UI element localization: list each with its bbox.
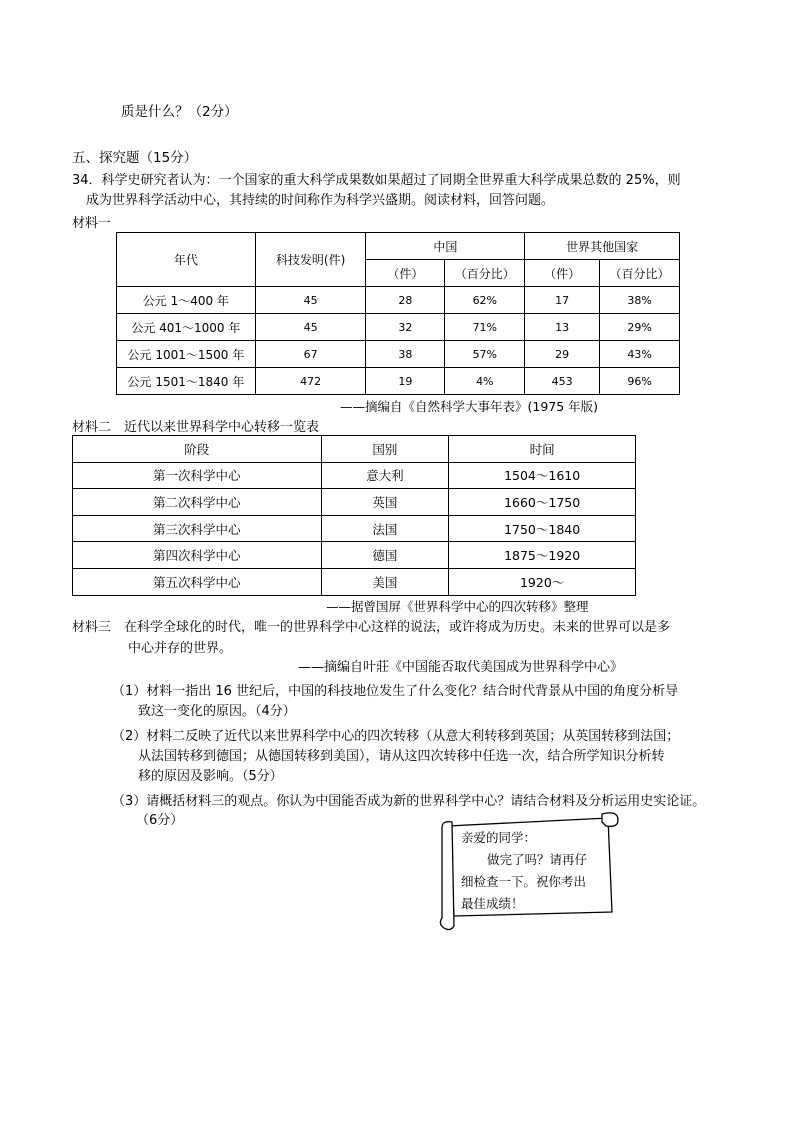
china-count-cell: 28 [366, 287, 445, 314]
china-percent-cell: 71% [445, 314, 525, 341]
others-count-cell: 29 [525, 341, 600, 368]
material-3-line-2: 中心并存的世界。 [128, 641, 233, 656]
section-heading: 五、探究题（15分） [72, 150, 198, 166]
question-1-line-1: （1）材料一指出 16 世纪后，中国的科技地位发生了什么变化？结合时代背景从中国的角度分析导 [112, 684, 679, 699]
china-percent-cell: 4% [445, 368, 525, 395]
question-34-line-2: 成为世界科学活动中心，其持续的时间称作为科学兴盛期。阅读材料，回答问题。 [86, 193, 555, 208]
table-row [117, 314, 680, 341]
china-count-cell: 32 [366, 314, 445, 341]
total-cell: 67 [255, 341, 366, 368]
table-row [117, 287, 680, 314]
stage-cell: 第一次科学中心 [73, 462, 322, 489]
era-cell: 公元 1001～1500 年 [117, 341, 256, 368]
total-cell: 472 [255, 368, 366, 395]
header-inventions: 科技发明(件) [255, 233, 366, 287]
question-34-line-1: 34．科学史研究者认为：一个国家的重大科学成果数如果超过了同期全世界重大科学成果总数的 25%，则 [72, 173, 681, 188]
country-cell: 法国 [321, 515, 449, 542]
header-stage: 阶段 [73, 436, 322, 463]
table-row [117, 368, 680, 395]
others-percent-cell: 38% [600, 287, 680, 314]
era-cell: 公元 1～400 年 [117, 287, 256, 314]
header-time: 时间 [449, 436, 636, 463]
header-others: 世界其他国家 [525, 233, 680, 260]
scroll-note-line-4: 最佳成绩！ [461, 896, 524, 911]
stage-cell: 第三次科学中心 [73, 515, 322, 542]
header-others-percent: （百分比） [600, 260, 680, 287]
china-percent-cell: 57% [445, 341, 525, 368]
material-3-source: ——摘编自叶莊《中国能否取代美国成为世界科学中心》 [298, 660, 624, 675]
header-china-percent: （百分比） [445, 260, 525, 287]
material-2-source: ——据曾国屏《世界科学中心的四次转移》整理 [326, 599, 589, 614]
scroll-note-line-3: 细检查一下。祝你考出 [461, 874, 587, 889]
material-1-table [116, 232, 680, 395]
table-row [73, 462, 636, 489]
material-1-source: ——摘编自《自然科学大事年表》(1975 年版) [340, 399, 599, 414]
china-percent-cell: 62% [445, 287, 525, 314]
country-cell: 德国 [321, 542, 449, 569]
country-cell: 意大利 [321, 462, 449, 489]
previous-question-tail: 质是什么？（2分） [121, 104, 238, 120]
header-country: 国别 [321, 436, 449, 463]
time-cell: 1875～1920 [449, 542, 636, 569]
china-count-cell: 38 [366, 341, 445, 368]
material-3-line-1: 材料三 在科学全球化的时代，唯一的世界科学中心这样的说法，或许将成为历史。未来的世界可以是多 [72, 620, 671, 635]
question-2-line-3: 移的原因及影响。（5分） [138, 769, 283, 784]
others-count-cell: 453 [525, 368, 600, 395]
country-cell: 英国 [321, 489, 449, 516]
material-2-label: 材料二 近代以来世界科学中心转移一览表 [72, 420, 320, 435]
country-cell: 美国 [321, 568, 449, 595]
question-2-line-1: （2）材料二反映了近代以来世界科学中心的四次转移（从意大利转移到英国；从英国转移到法国； [112, 729, 680, 744]
header-others-count: （件） [525, 260, 600, 287]
others-percent-cell: 43% [600, 341, 680, 368]
time-cell: 1504～1610 [449, 462, 636, 489]
others-count-cell: 13 [525, 314, 600, 341]
time-cell: 1920～ [449, 568, 636, 595]
scroll-note-line-2: 做完了吗？请再仔 [487, 852, 588, 867]
scroll-note-line-1: 亲爱的同学： [461, 830, 537, 845]
era-cell: 公元 1501～1840 年 [117, 368, 256, 395]
question-1-line-2: 致这一变化的原因。（4分） [138, 704, 296, 719]
question-3-line-2: （6分） [136, 813, 184, 828]
stage-cell: 第五次科学中心 [73, 568, 322, 595]
question-2-line-2: 从法国转移到德国；从德国转移到美国），请从这四次转移中任选一次，结合所学知识分析转 [138, 749, 665, 764]
stage-cell: 第二次科学中心 [73, 489, 322, 516]
era-cell: 公元 401～1000 年 [117, 314, 256, 341]
question-3-line-1: （3）请概括材料三的观点。你认为中国能否成为新的世界科学中心？请结合材料及分析运用史实论证。 [112, 794, 706, 809]
others-percent-cell: 96% [600, 368, 680, 395]
china-count-cell: 19 [366, 368, 445, 395]
header-era: 年代 [117, 233, 256, 287]
time-cell: 1660～1750 [449, 489, 636, 516]
table-row [73, 542, 636, 569]
table-row [117, 341, 680, 368]
header-china-count: （件） [366, 260, 445, 287]
table-row [73, 515, 636, 542]
total-cell: 45 [255, 314, 366, 341]
table-row [73, 489, 636, 516]
material-1-label: 材料一 [72, 216, 112, 231]
stage-cell: 第四次科学中心 [73, 542, 322, 569]
total-cell: 45 [255, 287, 366, 314]
others-percent-cell: 29% [600, 314, 680, 341]
others-count-cell: 17 [525, 287, 600, 314]
material-2-table [72, 435, 636, 596]
header-china: 中国 [366, 233, 525, 260]
time-cell: 1750～1840 [449, 515, 636, 542]
table-row [73, 568, 636, 595]
